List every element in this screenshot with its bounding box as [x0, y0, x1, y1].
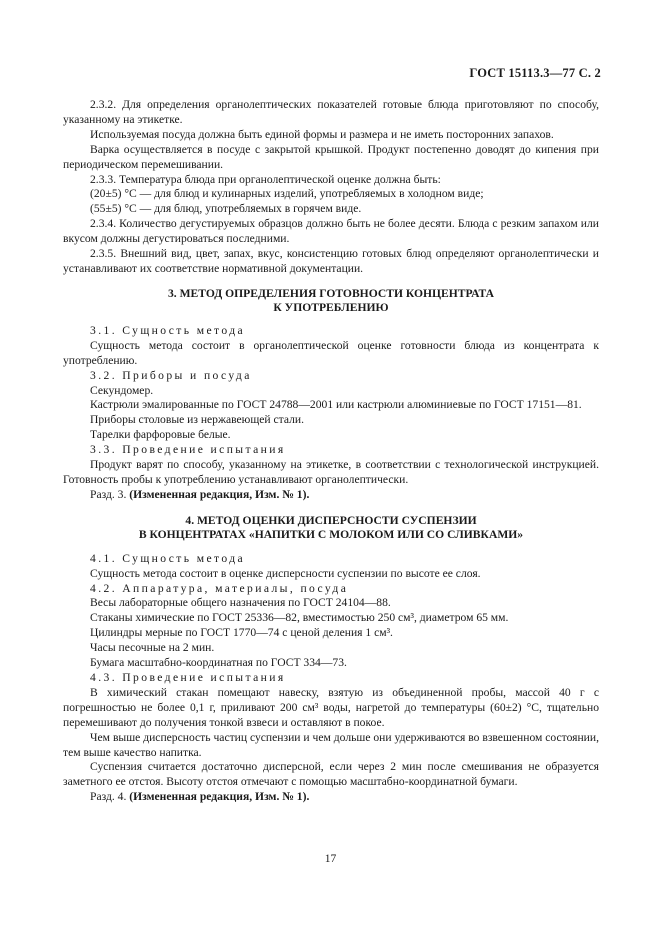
- section-title-line: 3. МЕТОД ОПРЕДЕЛЕНИЯ ГОТОВНОСТИ КОНЦЕНТРАТА: [167, 286, 495, 300]
- paragraph: 2.3.4. Количество дегустируемых образцов должно быть не более десяти. Блюда с резким запахом или вкусом должны дегустироваться последними.: [63, 217, 599, 246]
- subsection-heading: 4.2. Аппаратура, материалы, посуда: [90, 581, 349, 595]
- page-number: 17: [324, 853, 337, 865]
- paragraph: 2.3.3. Температура блюда при органолептической оценке должна быть:: [90, 172, 441, 186]
- paragraph: Часы песочные на 2 мин.: [90, 641, 215, 655]
- amendment-label: Разд. 4.: [90, 790, 130, 804]
- subsection-heading: 3.3. Проведение испытания: [90, 443, 286, 457]
- paragraph: Продукт варят по способу, указанному на этикетке, в соответствии с технологической инструкцией. Готовность пробы к употреблению устанавливают органолептически.: [63, 458, 599, 486]
- amendment-note: [63, 790, 599, 805]
- paragraph: (55±5) °С — для блюд, употребляемых в горячем виде.: [90, 202, 362, 216]
- paragraph: 2.3.5. Внешний вид, цвет, запах, вкус, консистенцию готовых блюд определяют органолептически и устанавливают их соответствие нормативной документации.: [63, 247, 599, 275]
- paragraph: Чем выше дисперсность частиц суспензии и чем дольше они удерживаются во взвешенном состоянии, тем выше качество напитка.: [63, 730, 599, 759]
- paragraph: Стаканы химические по ГОСТ 25336—82, вместимостью 250 см³, диаметром 65 мм.: [90, 611, 509, 625]
- page-content: [63, 98, 599, 805]
- paragraph: Сущность метода состоит в оценке дисперсности суспензии по высоте ее слоя.: [90, 566, 481, 580]
- paragraph: (20±5) °С — для блюд и кулинарных изделий, употребляемых в холодном виде;: [90, 187, 484, 201]
- section-title-line: В КОНЦЕНТРАТАХ «НАПИТКИ С МОЛОКОМ ИЛИ СО СЛИВКАМИ»: [138, 528, 524, 542]
- paragraph: Секундомер.: [90, 383, 154, 397]
- amendment-text: (Измененная редакция, Изм. № 1).: [129, 790, 310, 804]
- paragraph: Кастрюли эмалированные по ГОСТ 24788—2001 или кастрюли алюминиевые по ГОСТ 17151—81.: [90, 398, 582, 412]
- paragraph: Варка осуществляется в посуде с закрытой крышкой. Продукт постепенно доводят до кипения при периодическом перемешивании.: [63, 142, 599, 171]
- section-title-line: К УПОТРЕБЛЕНИЮ: [273, 301, 389, 315]
- paragraph: Цилиндры мерные по ГОСТ 1770—74 с ценой деления 1 см³.: [90, 626, 393, 640]
- section-title-line: 4. МЕТОД ОЦЕНКИ ДИСПЕРСНОСТИ СУСПЕНЗИИ: [185, 513, 477, 527]
- subsection-heading: 3.2. Приборы и посуда: [90, 368, 252, 382]
- amendment-text: (Измененная редакция, Изм. № 1).: [129, 487, 310, 501]
- paragraph: Сущность метода состоит в органолептической оценке готовности блюда из концентрата к употреблению.: [63, 338, 599, 367]
- paragraph: Тарелки фарфоровые белые.: [90, 428, 231, 442]
- paragraph: Весы лабораторные общего назначения по ГОСТ 24104—88.: [90, 596, 391, 610]
- section-4-heading: [63, 514, 599, 543]
- paragraph: В химический стакан помещают навеску, взятую из объединенной пробы, массой 40 г с погрешностью не более 0,1 г, приливают 200 см³ воды, нагретой до температуры (60±2) °С, тщательно перемешивают до получения тонкой взвеси и оставляют в покое.: [63, 685, 599, 729]
- paragraph: Приборы столовые из нержавеющей стали.: [90, 413, 305, 427]
- subsection-heading: 3.1. Сущность метода: [90, 323, 246, 337]
- paragraph: 2.3.2. Для определения органолептических показателей готовые блюда приготовляют по способу, указанному на этикетке.: [63, 98, 599, 126]
- paragraph: Бумага масштабно-координатная по ГОСТ 334—73.: [90, 656, 347, 670]
- subsection-heading: 4.1. Сущность метода: [90, 551, 246, 565]
- section-3-heading: [63, 287, 599, 316]
- paragraph: Используемая посуда должна быть единой формы и размера и не иметь посторонних запахов.: [90, 127, 554, 141]
- paragraph: Суспензия считается достаточно дисперсной, если через 2 мин после смешивания не образуется заметного ее отстоя. Высоту отстоя отмечают с помощью масштабно-координатной бумаги.: [63, 760, 599, 789]
- page-header: ГОСТ 15113.3—77 С. 2: [469, 66, 601, 80]
- amendment-label: Разд. 3.: [90, 487, 130, 501]
- amendment-note: [63, 488, 599, 503]
- subsection-heading: 4.3. Проведение испытания: [90, 671, 286, 684]
